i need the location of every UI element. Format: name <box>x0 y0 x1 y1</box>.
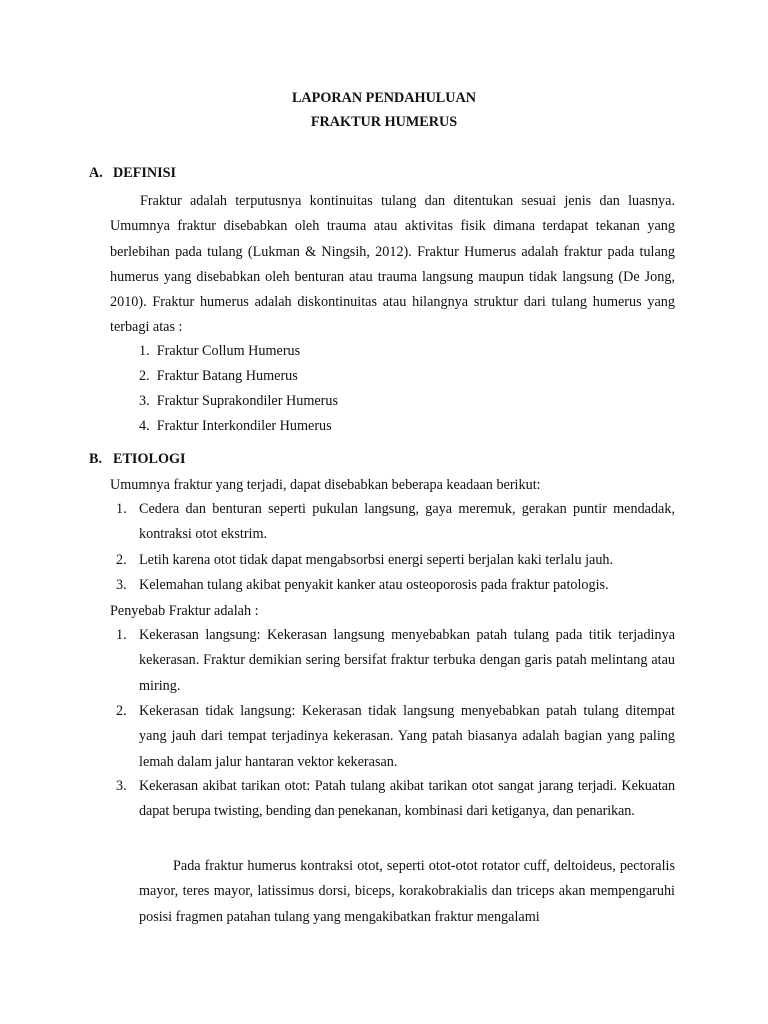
section-b-title: ETIOLOGI <box>113 451 186 467</box>
definition-paragraph: Fraktur adalah terputusnya kontinuitas tulang dan ditentukan sesuai jenis dan luasnya. Umumnya fraktur disebabkan oleh trauma atau aktivitas fisik dimana terdapat tekanan yang berlebihan pada tulang (Lukman & Ningsih, 2012). Fraktur Humerus adalah fraktur pada tulang humerus yang disebabkan oleh benturan atau trauma langsung maupun tidak langsung (De Jong, 2010). Fraktur humerus adalah diskontinuitas atau hilangnya struktur dari tulang humerus yang terbagi atas : <box>110 193 675 336</box>
section-b-letter: B. <box>89 451 103 467</box>
list-item: 3. Kekerasan akibat tarikan otot: Patah tulang akibat tarikan otot sangat jarang terjadi. Kekuatan dapat berupa twisting, bending dan penekanan, kombinasi dari ketiganya, dan penarikan. <box>116 778 675 820</box>
penyebab-label: Penyebab Fraktur adalah : <box>110 603 259 619</box>
closing-paragraph: Pada fraktur humerus kontraksi otot, seperti otot-otot rotator cuff, deltoideus, pectoralis mayor, teres mayor, latissimus dorsi, biceps, korakobrakialis dan triceps akan mempengaruhi posisi fragmen patahan tulang yang mengakibatkan fraktur mengalami <box>139 858 675 925</box>
list-item: 1. Cedera dan benturan seperti pukulan langsung, gaya meremuk, gerakan puntir mendadak, kontraksi otot ekstrim. <box>116 501 675 543</box>
document-subtitle: FRAKTUR HUMERUS <box>310 114 458 130</box>
list-item: 4. Fraktur Interkondiler Humerus <box>139 418 332 434</box>
section-a-title: DEFINISI <box>113 165 177 181</box>
list-item: 2. Fraktur Batang Humerus <box>139 368 298 384</box>
section-b-heading <box>89 449 186 469</box>
document-title: LAPORAN PENDAHULUAN <box>291 90 477 106</box>
list-item: 1. Fraktur Collum Humerus <box>139 343 301 359</box>
list-item: 3. Fraktur Suprakondiler Humerus <box>139 393 338 409</box>
title-block <box>0 86 768 134</box>
section-a-heading <box>89 163 176 183</box>
list-item: 3. Kelemahan tulang akibat penyakit kanker atau osteoporosis pada fraktur patologis. <box>116 577 609 593</box>
list-item: 1. Kekerasan langsung: Kekerasan langsung menyebabkan patah tulang pada titik terjadinya kekerasan. Fraktur demikian sering bersifat fraktur terbuka dengan garis patah melintang atau miring. <box>116 627 675 694</box>
section-a-letter: A. <box>89 165 103 181</box>
etiologi-intro: Umumnya fraktur yang terjadi, dapat disebabkan beberapa keadaan berikut: <box>110 477 541 493</box>
list-item: 2. Kekerasan tidak langsung: Kekerasan tidak langsung menyebabkan patah tulang ditempat yang jauh dari tempat terjadinya kekerasan. Yang patah biasanya adalah bagian yang paling lemah dalam jalur hantaran vektor kekerasan. <box>116 703 675 770</box>
list-item: 2. Letih karena otot tidak dapat mengabsorbsi energi seperti berjalan kaki terlalu jauh. <box>116 552 614 568</box>
